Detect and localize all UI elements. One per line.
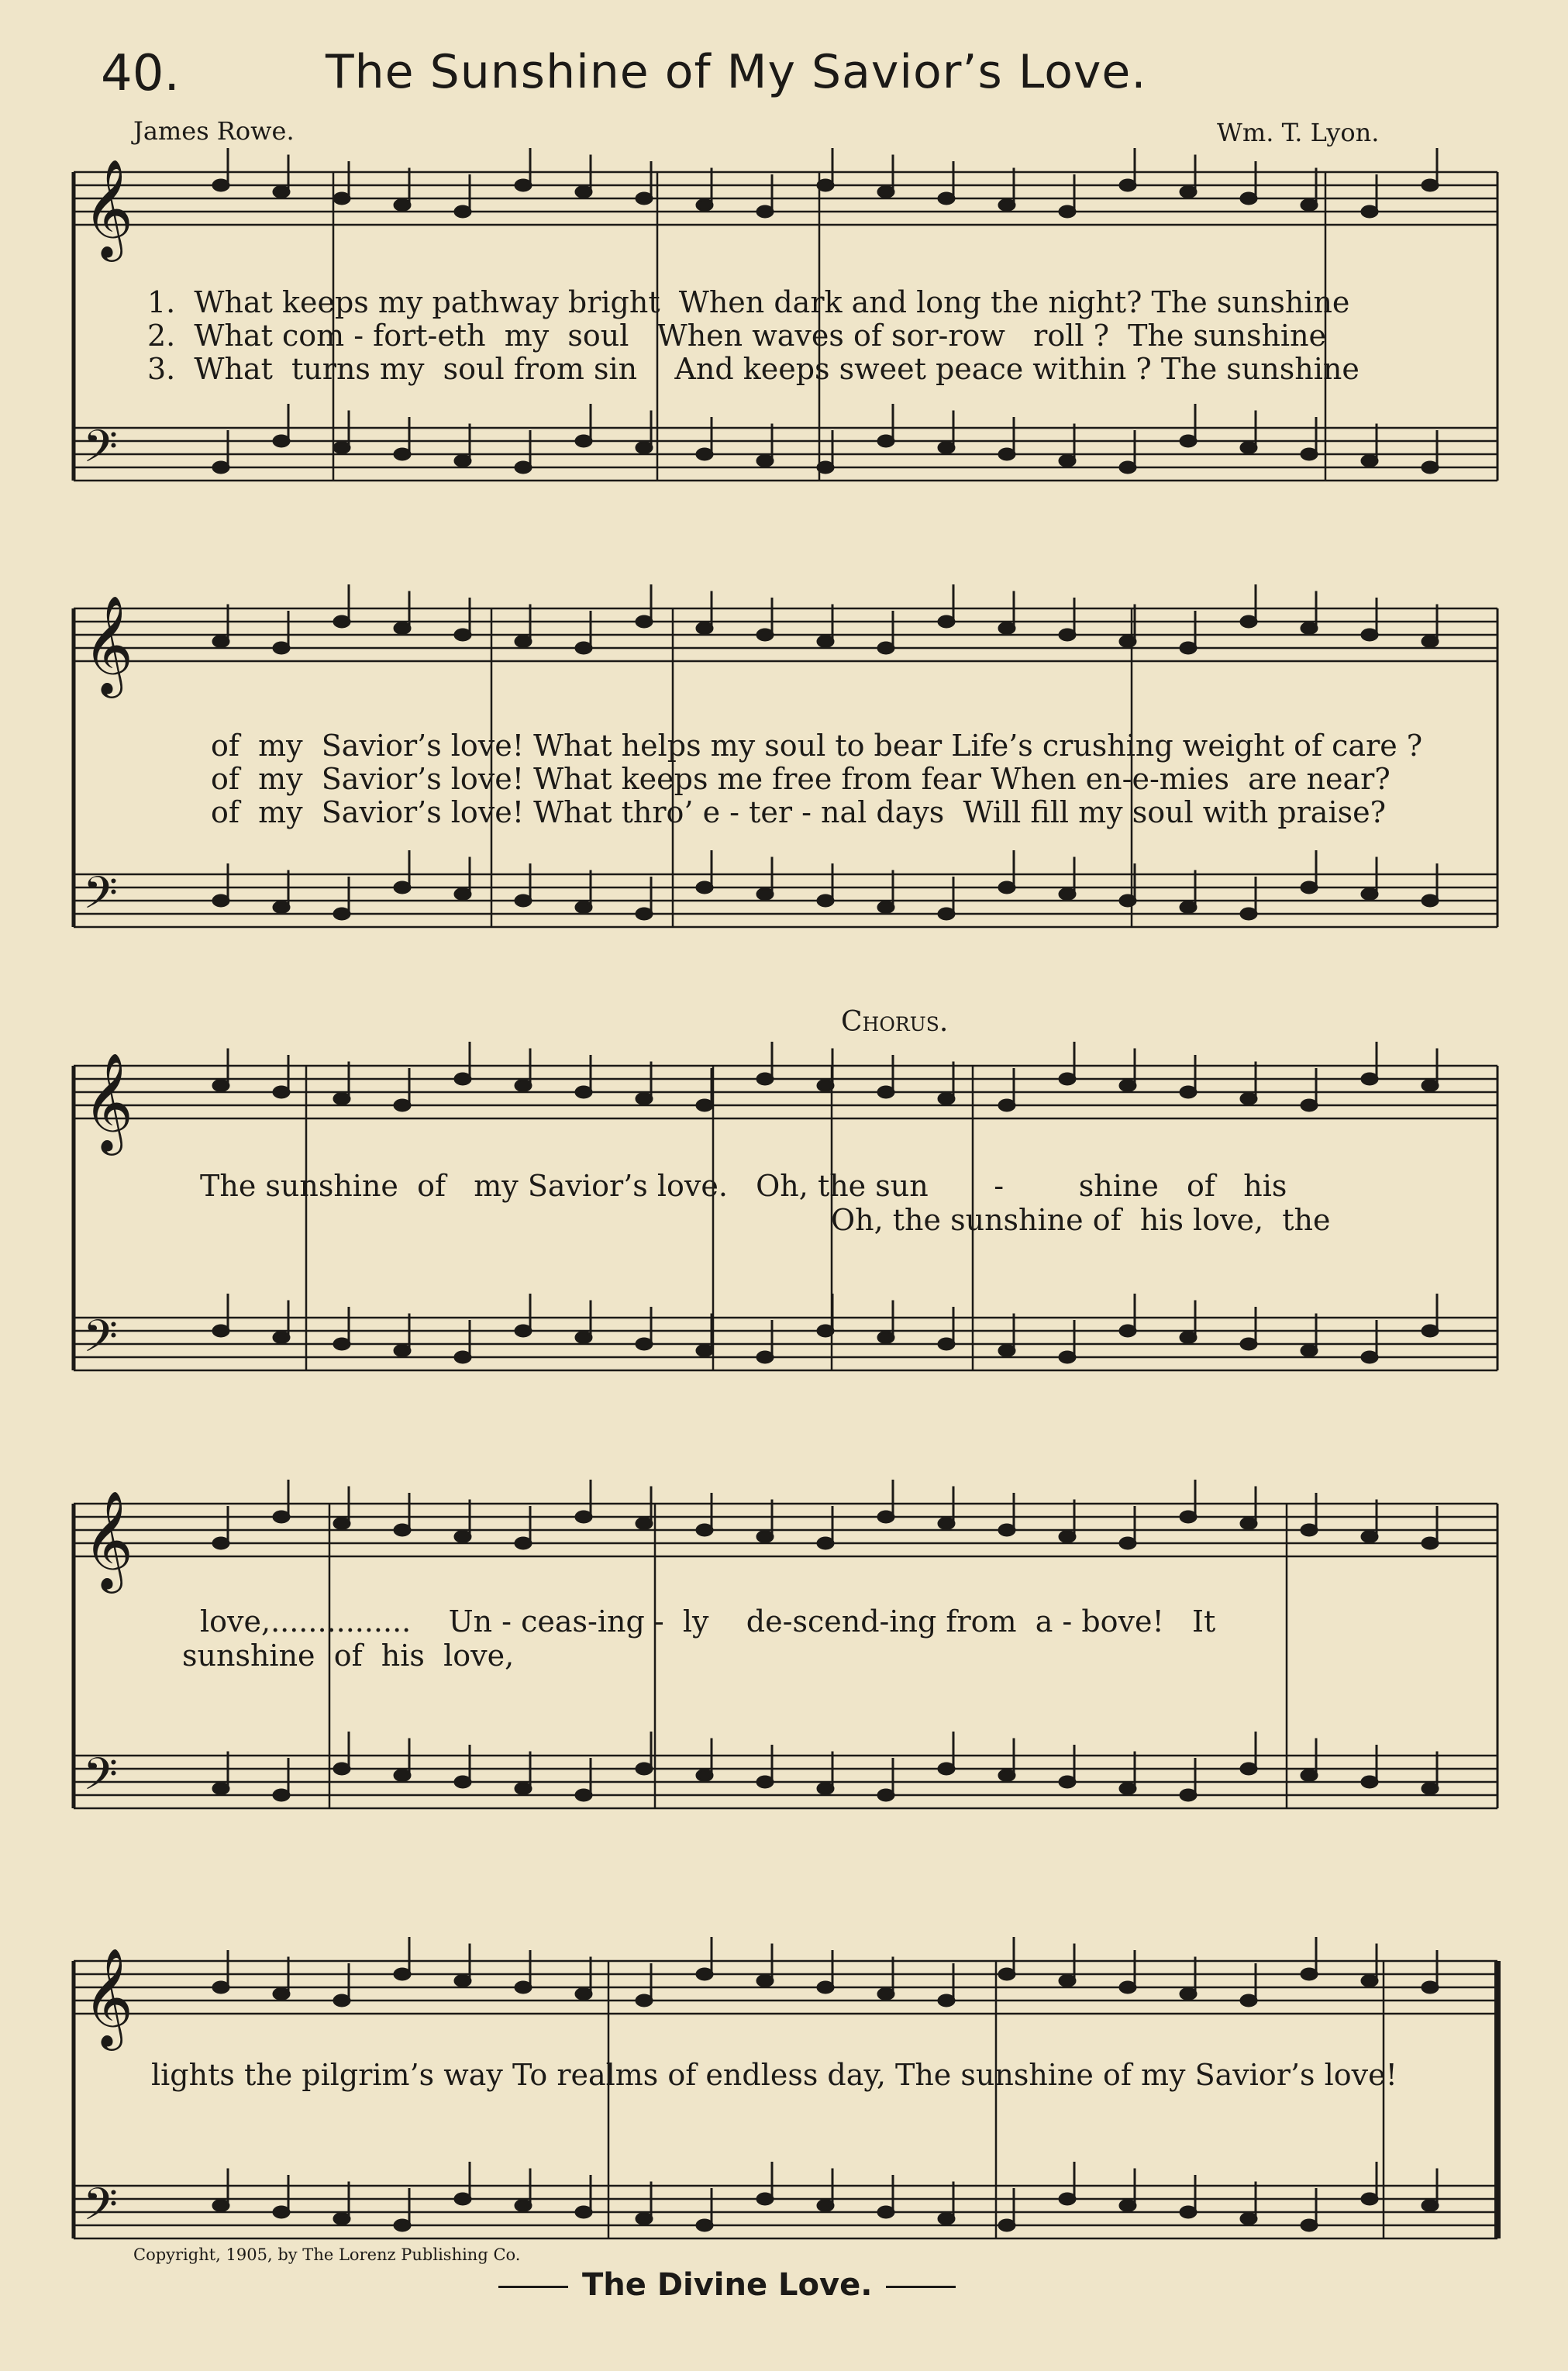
note-head xyxy=(818,1538,833,1549)
note-head xyxy=(1120,1080,1136,1091)
note-head xyxy=(757,889,773,900)
note-head xyxy=(515,1538,531,1549)
note-head xyxy=(757,206,773,217)
note-head xyxy=(1422,1982,1438,1993)
system3-lyric-2: Oh, the sunshine of his love, the xyxy=(831,1203,1331,1237)
note-head xyxy=(1241,908,1256,919)
note-head xyxy=(515,2200,531,2211)
note-head xyxy=(455,1532,470,1542)
note-head xyxy=(697,1346,712,1356)
note-head xyxy=(1060,1352,1075,1363)
system2-lyric-3: of my Savior’s love! What thro’ e - ter - nal days Will fill my soul with praise? xyxy=(211,795,1386,829)
footer-left-rule xyxy=(498,2286,568,2288)
note-head xyxy=(939,616,954,627)
note-head xyxy=(1060,889,1075,900)
note-head xyxy=(939,2214,954,2225)
note-head xyxy=(1241,1339,1256,1349)
note-head xyxy=(1301,2220,1317,2231)
lyricist-credit: James Rowe. xyxy=(133,116,295,146)
note-head xyxy=(1120,895,1136,906)
note-head xyxy=(213,636,229,647)
note-head xyxy=(636,2214,652,2225)
note-head xyxy=(576,1989,591,2000)
note-head xyxy=(334,1094,350,1105)
note-head xyxy=(1060,1532,1075,1542)
note-head xyxy=(334,1995,350,2006)
composer-credit: Wm. T. Lyon. xyxy=(1217,118,1380,147)
note-head xyxy=(757,629,773,640)
note-head xyxy=(274,643,289,653)
note-head xyxy=(818,1783,833,1794)
note-head xyxy=(878,1332,894,1343)
note-head xyxy=(878,643,894,653)
note-head xyxy=(455,629,470,640)
note-head xyxy=(576,902,591,913)
note-head xyxy=(213,1783,229,1794)
note-head xyxy=(334,908,350,919)
note-head xyxy=(999,200,1015,211)
note-head xyxy=(274,1511,289,1522)
note-head xyxy=(1180,2207,1196,2218)
note-head xyxy=(455,206,470,217)
note-head xyxy=(1060,206,1075,217)
note-head xyxy=(1180,902,1196,913)
treble-clef-icon: 𝄞 xyxy=(83,1947,134,2046)
note-head xyxy=(878,1989,894,2000)
note-head xyxy=(1422,1325,1438,1336)
note-head xyxy=(576,1332,591,1343)
copyright-notice: Copyright, 1905, by The Lorenz Publishing Co. xyxy=(133,2245,521,2264)
footer-title-text: The Divine Love. xyxy=(582,2267,873,2303)
note-head xyxy=(1422,1783,1438,1794)
note-head xyxy=(213,1538,229,1549)
note-head xyxy=(455,1073,470,1084)
note-head xyxy=(1301,1346,1317,1356)
chorus-label: Chorus. xyxy=(841,1006,949,1038)
note-head xyxy=(274,1332,289,1343)
bass-clef-icon: 𝄢 xyxy=(83,420,119,484)
note-head xyxy=(1422,462,1438,473)
note-head xyxy=(757,2194,773,2204)
note-head xyxy=(818,1982,833,1993)
note-head xyxy=(213,2200,229,2211)
note-head xyxy=(878,1790,894,1801)
note-head xyxy=(395,1346,410,1356)
treble-clef-icon: 𝄞 xyxy=(83,158,134,257)
note-head xyxy=(395,1100,410,1111)
note-head xyxy=(455,1976,470,1987)
note-head xyxy=(576,2207,591,2218)
note-head xyxy=(395,200,410,211)
note-head xyxy=(1180,1989,1196,2000)
treble-clef-icon: 𝄞 xyxy=(83,1490,134,1589)
bass-clef-icon: 𝄢 xyxy=(83,1748,119,1811)
note-head xyxy=(1180,187,1196,198)
note-head xyxy=(1060,2194,1075,2204)
note-head xyxy=(1301,200,1317,211)
note-head xyxy=(1301,1770,1317,1781)
note-head xyxy=(1120,636,1136,647)
note-head xyxy=(999,1346,1015,1356)
note-head xyxy=(213,1325,229,1336)
note-head xyxy=(1301,623,1317,634)
note-head xyxy=(213,180,229,191)
note-head xyxy=(1362,1976,1377,1987)
note-head xyxy=(636,1763,652,1774)
note-head xyxy=(395,449,410,460)
note-head xyxy=(1060,629,1075,640)
note-head xyxy=(697,2220,712,2231)
note-head xyxy=(1060,1976,1075,1987)
note-head xyxy=(818,2200,833,2211)
note-head xyxy=(1362,1073,1377,1084)
note-head xyxy=(1362,206,1377,217)
note-head xyxy=(999,2220,1015,2231)
note-head xyxy=(818,462,833,473)
note-head xyxy=(1180,1790,1196,1801)
system2-lyric-2: of my Savior’s love! What keeps me free from fear When en-e-mies are near? xyxy=(211,762,1391,796)
note-head xyxy=(878,1087,894,1098)
system5-lyric: lights the pilgrim’s way To realms of endless day, The sunshine of my Savior’s love! xyxy=(151,2058,1397,2092)
note-head xyxy=(999,1770,1015,1781)
note-head xyxy=(274,436,289,446)
note-head xyxy=(636,1995,652,2006)
note-head xyxy=(757,1976,773,1987)
note-head xyxy=(515,895,531,906)
note-head xyxy=(1241,1518,1256,1529)
note-head xyxy=(334,1763,350,1774)
note-head xyxy=(1362,889,1377,900)
note-head xyxy=(757,1352,773,1363)
note-head xyxy=(1301,1969,1317,1980)
note-head xyxy=(1362,1532,1377,1542)
note-head xyxy=(274,187,289,198)
note-head xyxy=(757,1777,773,1787)
note-head xyxy=(576,436,591,446)
note-head xyxy=(1120,2200,1136,2211)
note-head xyxy=(1422,636,1438,647)
note-head xyxy=(1241,1763,1256,1774)
note-head xyxy=(1120,1783,1136,1794)
note-head xyxy=(818,636,833,647)
note-head xyxy=(1241,616,1256,627)
note-head xyxy=(576,187,591,198)
note-head xyxy=(636,616,652,627)
note-head xyxy=(697,1100,712,1111)
note-head xyxy=(1422,1080,1438,1091)
note-head xyxy=(878,1511,894,1522)
note-head xyxy=(999,1525,1015,1535)
note-head xyxy=(757,1073,773,1084)
bass-clef-icon: 𝄢 xyxy=(83,2178,119,2242)
note-head xyxy=(515,1783,531,1794)
note-head xyxy=(274,1989,289,2000)
note-head xyxy=(636,1339,652,1349)
note-head xyxy=(1241,443,1256,453)
note-head xyxy=(878,2207,894,2218)
note-head xyxy=(636,193,652,204)
verse-2-line: 2. What com - fort-eth my soul When waves of sor-row roll ? The sunshine xyxy=(147,319,1327,353)
note-head xyxy=(455,889,470,900)
system2-lyric-1: of my Savior’s love! What helps my soul to bear Life’s crushing weight of care ? xyxy=(211,729,1423,763)
note-head xyxy=(576,1087,591,1098)
note-head xyxy=(1060,456,1075,467)
note-head xyxy=(1301,882,1317,893)
bass-clef-icon: 𝄢 xyxy=(83,867,119,930)
note-head xyxy=(1422,2200,1438,2211)
note-head xyxy=(515,636,531,647)
verse-1-line: 1. What keeps my pathway bright When dark and long the night? The sunshine xyxy=(147,285,1350,319)
note-head xyxy=(274,2207,289,2218)
note-head xyxy=(1060,1073,1075,1084)
note-head xyxy=(213,462,229,473)
note-head xyxy=(334,1518,350,1529)
note-head xyxy=(878,436,894,446)
note-head xyxy=(697,449,712,460)
note-head xyxy=(515,1325,531,1336)
note-head xyxy=(1301,449,1317,460)
system3-lyric-1: The sunshine of my Savior’s love. Oh, the sun - shine of his xyxy=(200,1169,1287,1203)
note-head xyxy=(697,1525,712,1535)
note-head xyxy=(999,1969,1015,1980)
note-head xyxy=(757,1532,773,1542)
note-head xyxy=(395,882,410,893)
note-head xyxy=(1422,180,1438,191)
note-head xyxy=(1120,1325,1136,1336)
note-head xyxy=(334,443,350,453)
note-head xyxy=(334,193,350,204)
note-head xyxy=(939,1339,954,1349)
note-head xyxy=(213,1080,229,1091)
system4-lyric-1: love,............... Un - ceas-ing - ly de-scend-ing from a - bove! It xyxy=(200,1604,1216,1639)
note-head xyxy=(1301,1525,1317,1535)
note-head xyxy=(939,193,954,204)
note-head xyxy=(697,1969,712,1980)
note-head xyxy=(1180,1332,1196,1343)
note-head xyxy=(1362,456,1377,467)
note-head xyxy=(1241,193,1256,204)
note-head xyxy=(576,1511,591,1522)
note-head xyxy=(395,2220,410,2231)
note-head xyxy=(455,2194,470,2204)
bass-clef-icon: 𝄢 xyxy=(83,1310,119,1373)
note-head xyxy=(636,908,652,919)
note-head xyxy=(939,908,954,919)
note-head xyxy=(1180,436,1196,446)
verse-3-line: 3. What turns my soul from sin And keeps sweet peace within ? The sunshine xyxy=(147,352,1360,386)
note-head xyxy=(334,616,350,627)
footer-right-rule xyxy=(886,2286,956,2288)
note-head xyxy=(1362,2194,1377,2204)
note-head xyxy=(455,1777,470,1787)
note-head xyxy=(999,449,1015,460)
note-head xyxy=(1422,1538,1438,1549)
note-head xyxy=(1241,1995,1256,2006)
hymn-title: The Sunshine of My Savior’s Love. xyxy=(326,45,1147,99)
note-head xyxy=(1120,462,1136,473)
note-head xyxy=(395,623,410,634)
note-head xyxy=(1120,1982,1136,1993)
note-head xyxy=(395,1525,410,1535)
note-head xyxy=(636,1094,652,1105)
note-head xyxy=(939,1763,954,1774)
note-head xyxy=(515,1982,531,1993)
note-head xyxy=(213,895,229,906)
note-head xyxy=(515,462,531,473)
note-head xyxy=(697,882,712,893)
note-head xyxy=(818,895,833,906)
note-head xyxy=(697,623,712,634)
note-head xyxy=(818,1080,833,1091)
note-head xyxy=(939,1995,954,2006)
note-head xyxy=(697,1770,712,1781)
note-head xyxy=(636,443,652,453)
footer-section-title xyxy=(484,2267,970,2303)
note-head xyxy=(576,643,591,653)
note-head xyxy=(999,1100,1015,1111)
note-head xyxy=(636,1518,652,1529)
note-head xyxy=(576,1790,591,1801)
note-head xyxy=(939,1094,954,1105)
note-head xyxy=(274,902,289,913)
note-head xyxy=(1120,1538,1136,1549)
treble-clef-icon: 𝄞 xyxy=(83,1052,134,1151)
note-head xyxy=(1362,1352,1377,1363)
note-head xyxy=(1362,629,1377,640)
hymn-number: 40. xyxy=(101,45,180,102)
note-head xyxy=(1180,1087,1196,1098)
note-head xyxy=(274,1087,289,1098)
note-head xyxy=(1301,1100,1317,1111)
note-head xyxy=(1241,1094,1256,1105)
note-head xyxy=(274,1790,289,1801)
note-head xyxy=(455,1352,470,1363)
treble-clef-icon: 𝄞 xyxy=(83,594,134,694)
note-head xyxy=(515,1080,531,1091)
note-head xyxy=(1362,1777,1377,1787)
note-head xyxy=(455,456,470,467)
note-head xyxy=(515,180,531,191)
note-head xyxy=(878,187,894,198)
note-head xyxy=(999,623,1015,634)
note-head xyxy=(757,456,773,467)
note-head xyxy=(939,443,954,453)
note-head xyxy=(334,2214,350,2225)
note-head xyxy=(818,1325,833,1336)
note-head xyxy=(939,1518,954,1529)
note-head xyxy=(1060,1777,1075,1787)
note-head xyxy=(697,200,712,211)
note-head xyxy=(818,180,833,191)
note-head xyxy=(878,902,894,913)
note-head xyxy=(1241,2214,1256,2225)
note-head xyxy=(1180,643,1196,653)
note-head xyxy=(1180,1511,1196,1522)
note-head xyxy=(1120,180,1136,191)
note-head xyxy=(213,1982,229,1993)
note-head xyxy=(1422,895,1438,906)
note-head xyxy=(395,1770,410,1781)
note-head xyxy=(334,1339,350,1349)
note-head xyxy=(395,1969,410,1980)
note-head xyxy=(999,882,1015,893)
system4-lyric-2: sunshine of his love, xyxy=(182,1639,515,1673)
